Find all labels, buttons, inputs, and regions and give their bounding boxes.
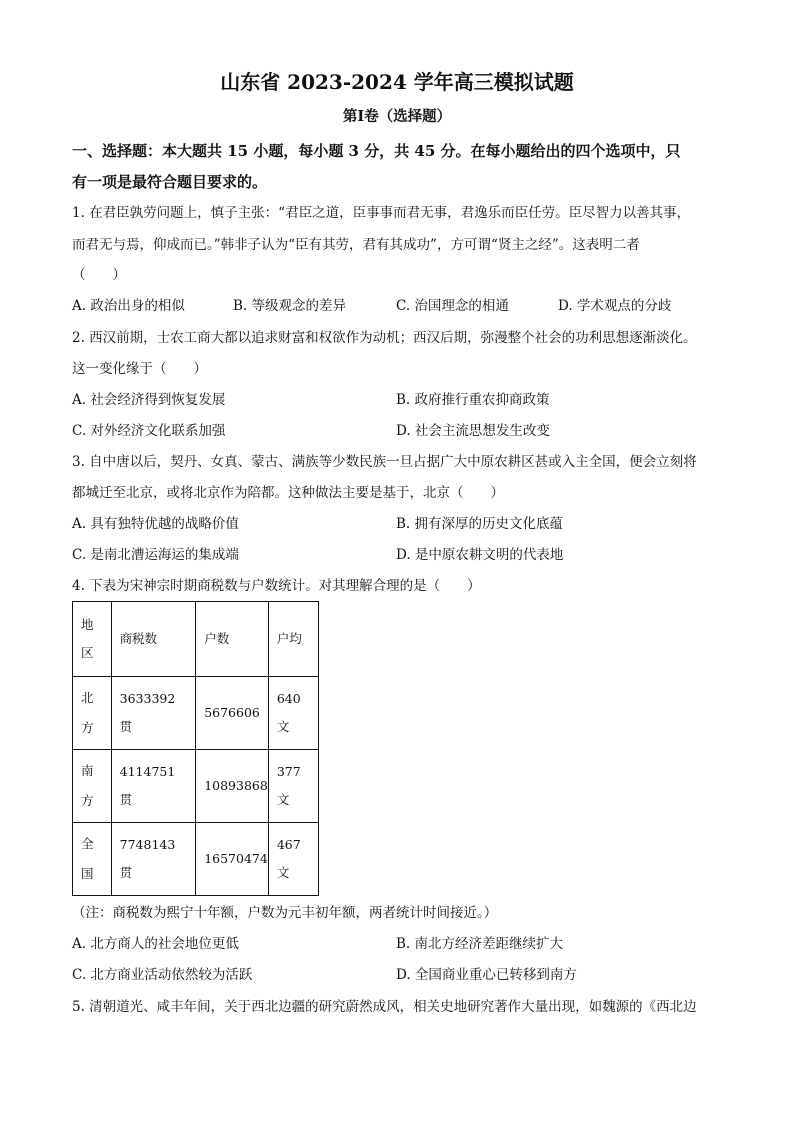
table-cell: 北方 xyxy=(73,677,112,750)
q4-option-b[interactable]: B. 南北方经济差距继续扩大 xyxy=(396,936,564,952)
q2-stem-line1: 2. 西汉前期，士农工商大都以追求财富和权欲作为动机；西汉后期，弥漫整个社会的功利思想逐渐淡化。 xyxy=(72,330,697,346)
table-cell: 16570474 xyxy=(196,823,269,896)
table-row xyxy=(73,677,319,750)
table-cell: 5676606 xyxy=(196,677,269,750)
q1-stem-line1: 1. 在君臣孰劳问题上，慎子主张：“君臣之道，臣事事而君无事，君逸乐而臣任劳。臣尽智力以善其事， xyxy=(72,205,691,221)
exam-subtitle: 第Ⅰ卷（选择题） xyxy=(342,108,452,125)
q1-option-a[interactable]: A. 政治出身的相似 xyxy=(72,298,185,314)
section-instructions-line1: 一、选择题：本大题共 15 小题，每小题 3 分，共 45 分。在每小题给出的四个选项中，只 xyxy=(72,142,681,160)
q1-option-b[interactable]: B. 等级观念的差异 xyxy=(233,298,347,314)
table-header-row xyxy=(73,602,319,677)
q4-option-c[interactable]: C. 北方商业活动依然较为活跃 xyxy=(72,967,253,983)
q3-option-b[interactable]: B. 拥有深厚的历史文化底蕴 xyxy=(396,516,564,532)
q1-option-c[interactable]: C. 治国理念的相通 xyxy=(396,298,509,314)
q3-stem-line1: 3. 自中唐以后，契丹、女真、蒙古、满族等少数民族一旦占据广大中原农耕区甚或入主全国，便会立刻将 xyxy=(72,454,697,470)
table-cell: 南方 xyxy=(73,750,112,823)
q4-stem-line1: 4. 下表为宋神宗时期商税数与户数统计。对其理解合理的是（ ） xyxy=(72,578,481,594)
q2-option-d[interactable]: D. 社会主流思想发生改变 xyxy=(396,423,550,439)
q3-option-a[interactable]: A. 具有独特优越的战略价值 xyxy=(72,516,239,532)
section-instructions-line2: 有一项是最符合题目要求的。 xyxy=(72,173,268,191)
table-row xyxy=(73,750,319,823)
q1-stem-line2: 而君无与焉，仰成而已。”韩非子认为“臣有其劳，君有其成功”，方可谓“贤主之经”。这表明二者 xyxy=(72,237,640,253)
tax-household-table xyxy=(72,601,319,896)
q3-option-c[interactable]: C. 是南北漕运海运的集成端 xyxy=(72,547,239,563)
table-cell: 7748143贯 xyxy=(111,823,196,896)
q2-option-b[interactable]: B. 政府推行重农抑商政策 xyxy=(396,392,550,408)
table-header-cell: 户均 xyxy=(268,602,318,677)
q1-stem-line3: （ ） xyxy=(72,267,126,283)
table-row xyxy=(73,823,319,896)
q1-option-d[interactable]: D. 学术观点的分歧 xyxy=(558,298,672,314)
exam-title: 山东省 2023-2024 学年高三模拟试题 xyxy=(220,70,574,94)
q3-stem-line2: 都城迁至北京，或将北京作为陪都。这种做法主要是基于，北京（ ） xyxy=(72,485,504,501)
table-cell: 10893868 xyxy=(196,750,269,823)
q2-option-a[interactable]: A. 社会经济得到恢复发展 xyxy=(72,392,226,408)
q2-option-c[interactable]: C. 对外经济文化联系加强 xyxy=(72,423,226,439)
q4-option-d[interactable]: D. 全国商业重心已转移到南方 xyxy=(396,967,577,983)
table-cell: 467文 xyxy=(268,823,318,896)
table-cell: 全国 xyxy=(73,823,112,896)
q4-option-a[interactable]: A. 北方商人的社会地位更低 xyxy=(72,936,239,952)
table-header-cell: 地区 xyxy=(73,602,112,677)
table-header-cell: 商税数 xyxy=(111,602,196,677)
table-cell: 4114751贯 xyxy=(111,750,196,823)
q3-option-d[interactable]: D. 是中原农耕文明的代表地 xyxy=(396,547,564,563)
q4-table-note: （注：商税数为熙宁十年额，户数为元丰初年额，两者统计时间接近。） xyxy=(72,905,498,921)
table-cell: 377文 xyxy=(268,750,318,823)
table-cell: 3633392贯 xyxy=(111,677,196,750)
table-header-cell: 户数 xyxy=(196,602,269,677)
q5-stem-line1: 5. 清朝道光、咸丰年间，关于西北边疆的研究蔚然成风，相关史地研究著作大量出现，如魏源的《西北边 xyxy=(72,999,697,1015)
q2-stem-line2: 这一变化缘于（ ） xyxy=(72,361,207,377)
table-cell: 640文 xyxy=(268,677,318,750)
